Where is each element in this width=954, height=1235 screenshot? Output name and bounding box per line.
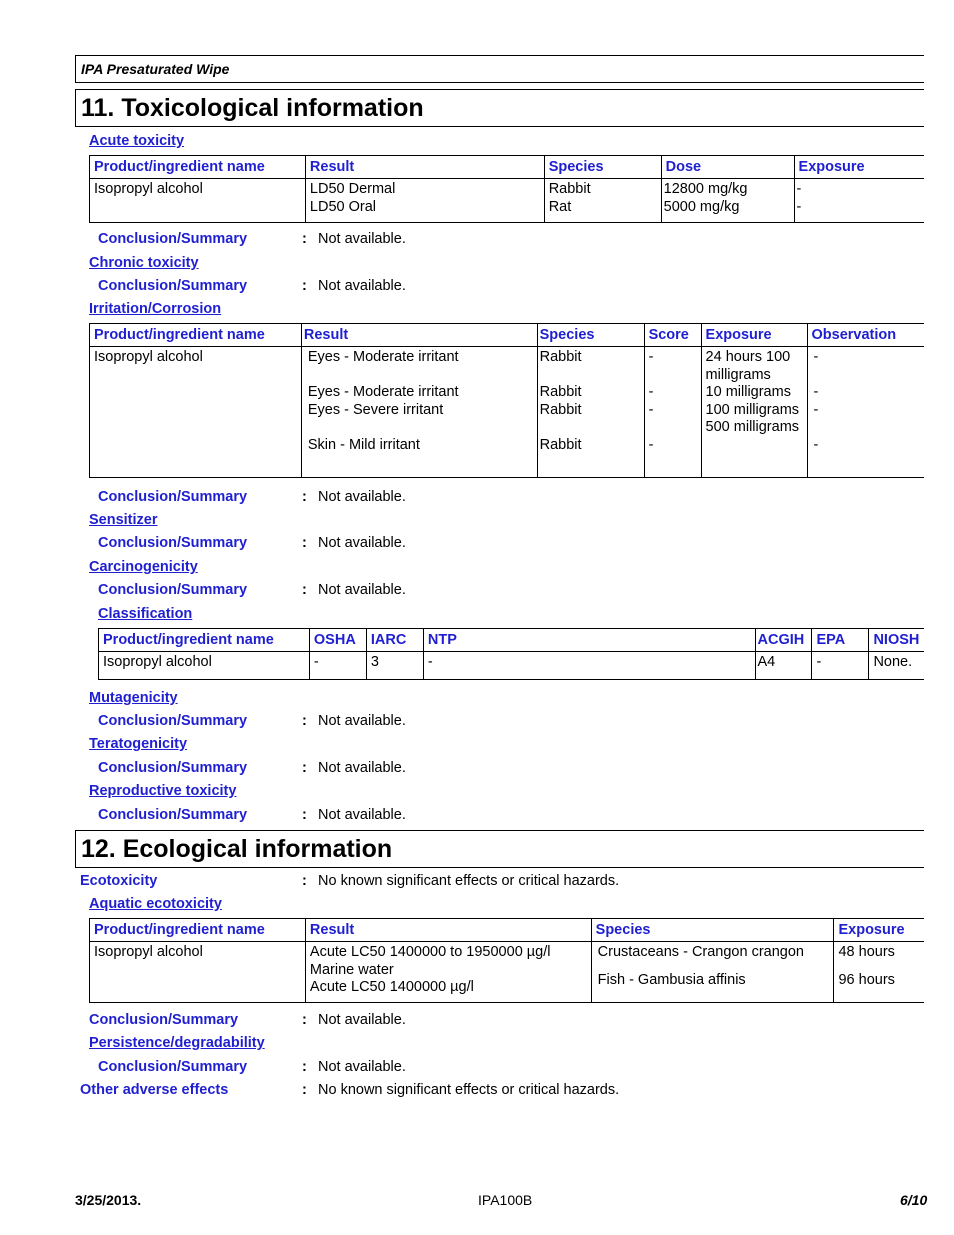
footer-document-code: IPA100B (478, 1192, 533, 1208)
column-header: Species (544, 156, 661, 179)
ecotoxicity-value: No known significant effects or critical hazards. (318, 873, 620, 889)
column-header: ACGIH (755, 629, 812, 652)
irritation-table (89, 323, 924, 478)
footer-page-number: 6/10 (900, 1192, 928, 1208)
irritation-corrosion-link[interactable]: Irritation/Corrosion (89, 301, 222, 317)
separator-colon: : (302, 873, 307, 889)
separator-colon: : (302, 535, 307, 551)
carcinogenicity-conclusion-label: Conclusion/Summary (98, 582, 248, 598)
ecotoxicity-label: Ecotoxicity (80, 873, 158, 889)
column-header: Product/ingredient name (90, 919, 306, 942)
other-adverse-effects-value: No known significant effects or critical hazards. (318, 1082, 620, 1098)
column-header: Dose (661, 156, 794, 179)
table-row (90, 347, 925, 478)
separator-colon: : (302, 582, 307, 598)
column-header: Result (305, 919, 591, 942)
separator-colon: : (302, 807, 307, 823)
aquatic-conclusion-value: Not available. (318, 1012, 406, 1028)
section-12-title: 12. Ecological information (81, 835, 393, 863)
ntp-cell: - (423, 652, 755, 680)
species-cell: Rabbit Rat (544, 179, 661, 223)
acute-toxicity-table (89, 155, 924, 223)
irritation-conclusion-value: Not available. (318, 489, 406, 505)
mutagenicity-conclusion-value: Not available. (318, 713, 406, 729)
acute-conclusion-value: Not available. (318, 231, 406, 247)
column-header: Exposure (834, 919, 924, 942)
document-header (75, 55, 924, 83)
persistence-degradability-link[interactable]: Persistence/degradability (89, 1035, 265, 1051)
osha-cell: - (309, 652, 366, 680)
aquatic-ecotoxicity-link[interactable]: Aquatic ecotoxicity (89, 896, 222, 912)
column-header: Score (644, 324, 701, 347)
persistence-conclusion-label: Conclusion/Summary (98, 1059, 248, 1075)
table-row (99, 652, 925, 680)
separator-colon: : (302, 278, 307, 294)
separator-colon: : (302, 1012, 307, 1028)
column-header: Result (301, 324, 537, 347)
column-header: IARC (366, 629, 423, 652)
column-header: Observation (807, 324, 924, 347)
separator-colon: : (302, 489, 307, 505)
column-header: NTP (423, 629, 755, 652)
score-cell: - - - - (644, 347, 701, 478)
separator-colon: : (302, 1082, 307, 1098)
column-header: Species (591, 919, 834, 942)
separator-colon: : (302, 1059, 307, 1075)
iarc-cell: 3 (366, 652, 423, 680)
dose-cell: 12800 mg/kg 5000 mg/kg (661, 179, 794, 223)
footer-date: 3/25/2013. (75, 1192, 142, 1208)
exposure-cell: 24 hours 100 milligrams 10 milligrams 100 milligrams 500 milligrams (701, 347, 807, 478)
result-cell: Acute LC50 1400000 to 1950000 µg/l Marine water Acute LC50 1400000 µg/l (305, 942, 591, 1003)
exposure-cell: 48 hours 96 hours (834, 942, 924, 1003)
sensitizer-conclusion-label: Conclusion/Summary (98, 535, 248, 551)
section-11-title-bar (75, 89, 924, 127)
table-header-row (90, 324, 925, 347)
product-title: IPA Presaturated Wipe (81, 61, 230, 77)
observation-cell: - - - - (807, 347, 924, 478)
table-header-row (90, 156, 925, 179)
classification-table (98, 628, 924, 680)
column-header: Species (537, 324, 644, 347)
reproductive-conclusion-label: Conclusion/Summary (98, 807, 248, 823)
section-11-title: 11. Toxicological information (81, 94, 424, 122)
ingredient-name-cell: Isopropyl alcohol (90, 942, 306, 1003)
ingredient-name-cell: Isopropyl alcohol (90, 347, 302, 478)
column-header: Product/ingredient name (90, 156, 306, 179)
separator-colon: : (302, 760, 307, 776)
column-header: OSHA (309, 629, 366, 652)
column-header: Product/ingredient name (90, 324, 302, 347)
section-12-title-bar (75, 830, 924, 868)
table-row (90, 179, 925, 223)
species-cell: Rabbit Rabbit Rabbit Rabbit (537, 347, 644, 478)
carcinogenicity-link[interactable]: Carcinogenicity (89, 559, 198, 575)
chronic-toxicity-link[interactable]: Chronic toxicity (89, 255, 199, 271)
column-header: NIOSH (869, 629, 924, 652)
carcinogenicity-conclusion-value: Not available. (318, 582, 406, 598)
teratogenicity-conclusion-value: Not available. (318, 760, 406, 776)
sensitizer-link[interactable]: Sensitizer (89, 512, 158, 528)
table-header-row (90, 919, 925, 942)
column-header: Exposure (794, 156, 924, 179)
teratogenicity-link[interactable]: Teratogenicity (89, 736, 188, 752)
species-cell: Crustaceans - Crangon crangon Fish - Gambusia affinis (591, 942, 834, 1003)
separator-colon: : (302, 231, 307, 247)
column-header: Product/ingredient name (99, 629, 310, 652)
exposure-cell: - - (794, 179, 924, 223)
aquatic-ecotoxicity-table (89, 918, 924, 1003)
ingredient-name-cell: Isopropyl alcohol (90, 179, 306, 223)
result-cell: LD50 Dermal LD50 Oral (305, 179, 544, 223)
reproductive-toxicity-link[interactable]: Reproductive toxicity (89, 783, 237, 799)
niosh-cell: None. (869, 652, 924, 680)
aquatic-conclusion-label: Conclusion/Summary (89, 1012, 239, 1028)
ingredient-name-cell: Isopropyl alcohol (99, 652, 310, 680)
epa-cell: - (812, 652, 869, 680)
column-header: Exposure (701, 324, 807, 347)
chronic-conclusion-label: Conclusion/Summary (98, 278, 248, 294)
reproductive-conclusion-value: Not available. (318, 807, 406, 823)
mutagenicity-conclusion-label: Conclusion/Summary (98, 713, 248, 729)
column-header: EPA (812, 629, 869, 652)
persistence-conclusion-value: Not available. (318, 1059, 406, 1075)
sensitizer-conclusion-value: Not available. (318, 535, 406, 551)
acute-toxicity-link[interactable]: Acute toxicity (89, 133, 185, 149)
table-row (90, 942, 925, 1003)
teratogenicity-conclusion-label: Conclusion/Summary (98, 760, 248, 776)
irritation-conclusion-label: Conclusion/Summary (98, 489, 248, 505)
result-cell: Eyes - Moderate irritant Eyes - Moderate irritant Eyes - Severe irritant Skin - Mild irritant (301, 347, 537, 478)
classification-link[interactable]: Classification (98, 606, 193, 622)
acgih-cell: A4 (755, 652, 812, 680)
separator-colon: : (302, 713, 307, 729)
mutagenicity-link[interactable]: Mutagenicity (89, 690, 178, 706)
other-adverse-effects-label: Other adverse effects (80, 1082, 229, 1098)
chronic-conclusion-value: Not available. (318, 278, 406, 294)
column-header: Result (305, 156, 544, 179)
acute-conclusion-label: Conclusion/Summary (98, 231, 248, 247)
table-header-row (99, 629, 925, 652)
